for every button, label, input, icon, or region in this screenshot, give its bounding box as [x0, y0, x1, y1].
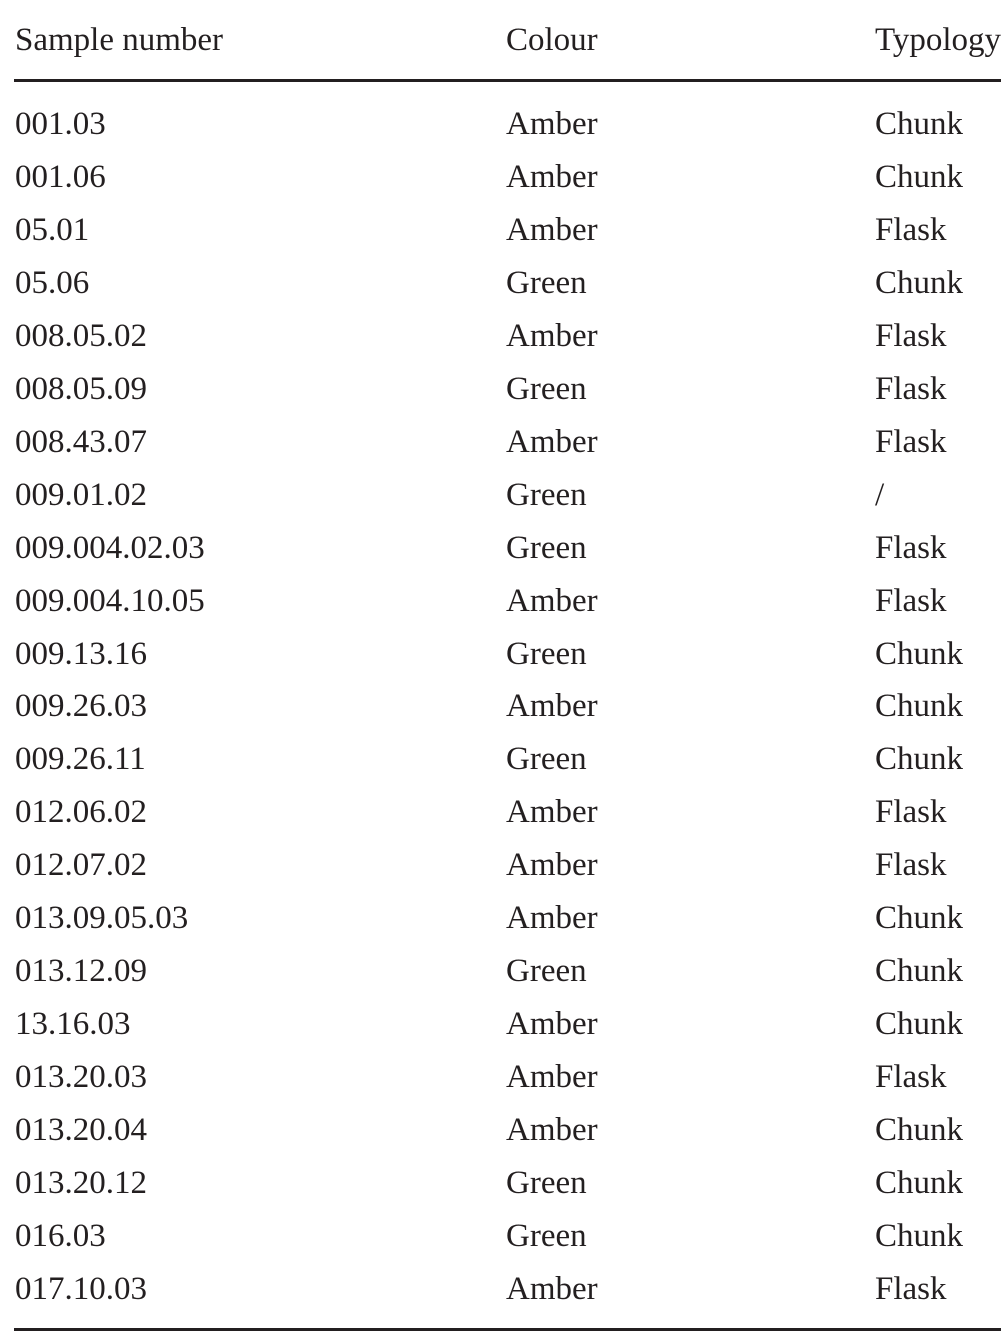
- colour-cell: Amber: [506, 1006, 598, 1043]
- typology-cell: Flask: [875, 529, 947, 566]
- colour-cell: Amber: [506, 317, 598, 354]
- typology-cell: Flask: [875, 317, 947, 354]
- table-row: [0, 949, 1001, 993]
- sample-number-cell: 001.06: [15, 158, 106, 195]
- bottom-rule: [14, 1328, 1001, 1331]
- sample-number-cell: 009.26.03: [15, 688, 147, 725]
- colour-cell: Green: [506, 529, 587, 566]
- sample-number-cell: 008.43.07: [15, 423, 147, 460]
- table-row: [0, 1108, 1001, 1152]
- typology-cell: Chunk: [875, 741, 964, 778]
- typology-cell: Chunk: [875, 900, 964, 937]
- typology-cell: Flask: [875, 370, 947, 407]
- colour-cell: Amber: [506, 688, 598, 725]
- typology-cell: Flask: [875, 794, 947, 831]
- colour-cell: Amber: [506, 1112, 598, 1149]
- sample-number-cell: 009.26.11: [15, 741, 146, 778]
- header-rule: [14, 79, 1001, 82]
- typology-cell: Chunk: [875, 106, 964, 142]
- table-header: [0, 18, 1001, 62]
- table-row: [0, 261, 1001, 305]
- header-typology: Typology: [875, 22, 1001, 58]
- colour-cell: Green: [506, 635, 587, 672]
- sample-number-cell: 013.20.03: [15, 1059, 147, 1096]
- table-row: [0, 737, 1001, 781]
- typology-cell: /: [875, 476, 885, 513]
- table-row: [0, 420, 1001, 464]
- sample-number-cell: 016.03: [15, 1217, 106, 1254]
- header-sample-number: Sample number: [15, 22, 224, 58]
- table-row: [0, 1267, 1001, 1311]
- typology-cell: Chunk: [875, 1165, 964, 1201]
- typology-cell: Flask: [875, 847, 947, 884]
- colour-cell: Green: [506, 370, 587, 407]
- typology-cell: Chunk: [875, 1217, 964, 1254]
- typology-cell: Flask: [875, 1059, 947, 1096]
- sample-number-cell: 013.20.04: [15, 1112, 147, 1149]
- typology-cell: Chunk: [875, 688, 964, 725]
- sample-number-cell: 009.13.16: [15, 635, 147, 672]
- colour-cell: Amber: [506, 794, 598, 831]
- sample-number-cell: 008.05.02: [15, 317, 147, 354]
- typology-cell: Flask: [875, 423, 947, 460]
- colour-cell: Amber: [506, 211, 598, 248]
- table-row: [0, 314, 1001, 358]
- colour-cell: Amber: [506, 1059, 598, 1096]
- sample-number-cell: 017.10.03: [15, 1270, 147, 1307]
- sample-number-cell: 13.16.03: [15, 1006, 131, 1043]
- table-row: [0, 102, 1001, 146]
- table-row: [0, 473, 1001, 517]
- sample-number-cell: 012.06.02: [15, 794, 147, 831]
- table-row: [0, 1055, 1001, 1099]
- typology-cell: Chunk: [875, 264, 964, 301]
- typology-cell: Chunk: [875, 635, 964, 672]
- sample-number-cell: 05.01: [15, 211, 90, 248]
- table-row: [0, 684, 1001, 728]
- sample-number-cell: 05.06: [15, 264, 90, 301]
- table-row: [0, 208, 1001, 252]
- table-row: [0, 367, 1001, 411]
- table-row: [0, 155, 1001, 199]
- colour-cell: Green: [506, 264, 587, 301]
- sample-number-cell: 013.20.12: [15, 1165, 147, 1201]
- sample-number-cell: 009.01.02: [15, 476, 147, 513]
- colour-cell: Green: [506, 953, 587, 990]
- typology-cell: Chunk: [875, 1006, 964, 1043]
- colour-cell: Green: [506, 1165, 587, 1201]
- colour-cell: Amber: [506, 847, 598, 884]
- table-row: [0, 526, 1001, 570]
- sample-number-cell: 012.07.02: [15, 847, 147, 884]
- table-row: [0, 790, 1001, 834]
- typology-cell: Flask: [875, 211, 947, 248]
- colour-cell: Green: [506, 476, 587, 513]
- table-row: [0, 579, 1001, 623]
- colour-cell: Green: [506, 1217, 587, 1254]
- table-row: [0, 632, 1001, 676]
- sample-number-cell: 009.004.02.03: [15, 529, 205, 566]
- table-row: [0, 896, 1001, 940]
- sample-number-cell: 009.004.10.05: [15, 582, 205, 619]
- colour-cell: Amber: [506, 582, 598, 619]
- colour-cell: Green: [506, 741, 587, 778]
- table-row: [0, 1214, 1001, 1258]
- colour-cell: Amber: [506, 106, 598, 142]
- colour-cell: Amber: [506, 1270, 598, 1307]
- typology-cell: Flask: [875, 1270, 947, 1307]
- colour-cell: Amber: [506, 158, 598, 195]
- table-row: [0, 843, 1001, 887]
- table-row: [0, 1161, 1001, 1205]
- table-row: [0, 1002, 1001, 1046]
- typology-cell: Chunk: [875, 953, 964, 990]
- typology-cell: Chunk: [875, 158, 964, 195]
- sample-number-cell: 013.12.09: [15, 953, 147, 990]
- typology-cell: Chunk: [875, 1112, 964, 1149]
- sample-number-cell: 013.09.05.03: [15, 900, 189, 937]
- typology-cell: Flask: [875, 582, 947, 619]
- header-colour: Colour: [506, 22, 598, 58]
- colour-cell: Amber: [506, 423, 598, 460]
- sample-number-cell: 008.05.09: [15, 370, 147, 407]
- sample-number-cell: 001.03: [15, 106, 106, 142]
- colour-cell: Amber: [506, 900, 598, 937]
